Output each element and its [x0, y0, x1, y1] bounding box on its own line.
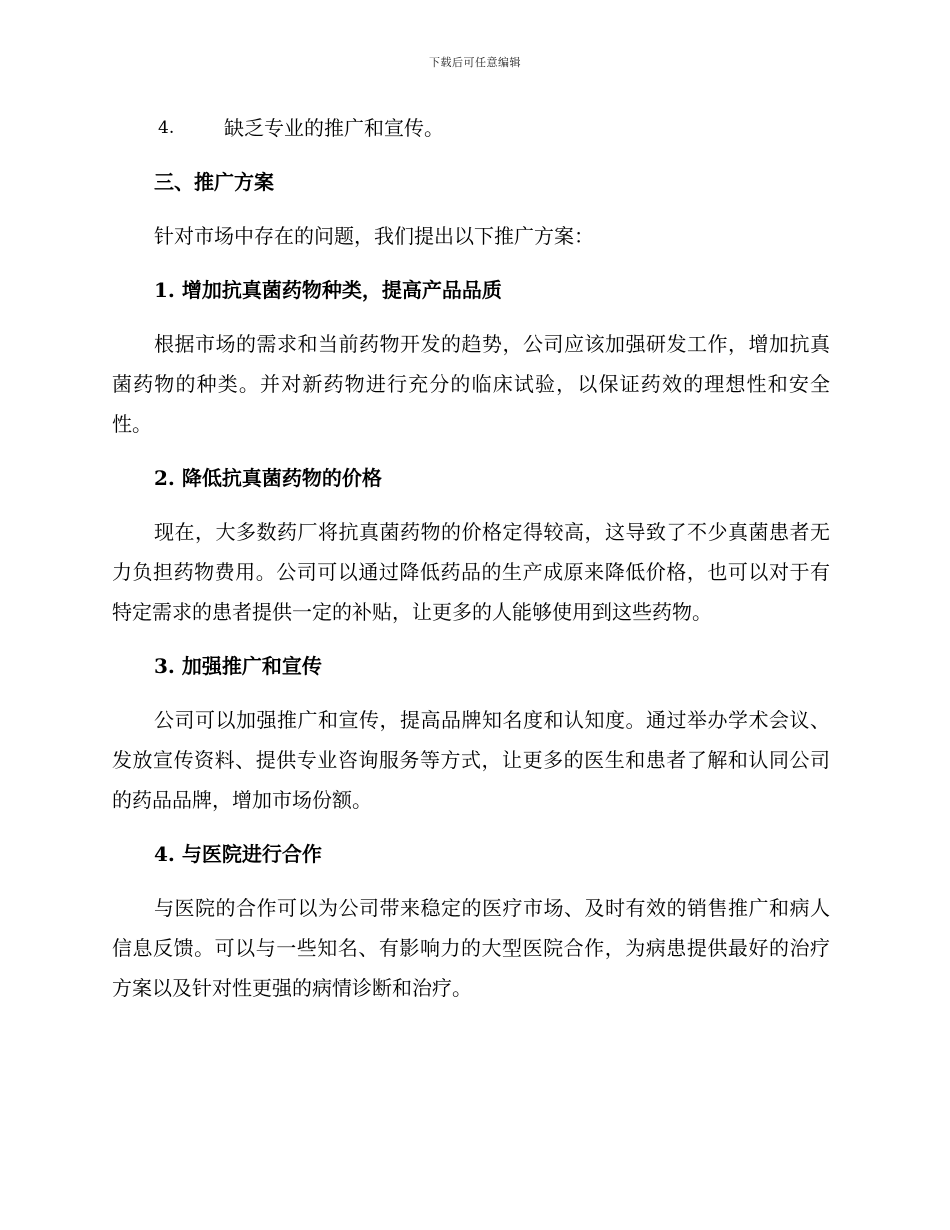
subsection-title-2: 2. 降低抗真菌药物的价格	[154, 466, 382, 490]
subsection-body-2: 现在，大多数药厂将抗真菌药物的价格定得较高，这导致了不少真菌患者无力负担药物费用。公司可以通过降低药品的生产成原来降低价格，也可以对于有特定需求的患者提供一定的补贴，让更多的人能够使用到这些药物。	[112, 520, 830, 624]
subsection-title-4: 4. 与医院进行合作	[154, 842, 322, 866]
list-item-text: 缺乏专业的推广和宣传。	[224, 116, 444, 140]
subsection-body-4: 与医院的合作可以为公司带来稳定的医疗市场、及时有效的销售推广和病人信息反馈。可以与一些知名、有影响力的大型医院合作，为病患提供最好的治疗方案以及针对性更强的病情诊断和治疗。	[112, 896, 830, 1000]
list-item-number: 4.	[158, 118, 175, 138]
subsection-title-1: 1. 增加抗真菌药物种类，提高产品品质	[154, 278, 502, 302]
subsection-body-1: 根据市场的需求和当前药物开发的趋势，公司应该加强研发工作，增加抗真菌药物的种类。并对新药物进行充分的临床试验，以保证药效的理想性和安全性。	[112, 332, 830, 436]
page-header: 下载后可任意编辑	[429, 56, 521, 69]
section-title: 三、推广方案	[154, 170, 274, 194]
list-item	[112, 108, 830, 148]
section-intro: 针对市场中存在的问题，我们提出以下推广方案：	[154, 224, 594, 248]
document-body	[112, 108, 830, 1022]
subsection-title-3: 3. 加强推广和宣传	[154, 654, 322, 678]
subsection-body-3: 公司可以加强推广和宣传，提高品牌知名度和认知度。通过举办学术会议、发放宣传资料、提供专业咨询服务等方式，让更多的医生和患者了解和认同公司的药品品牌，增加市场份额。	[112, 708, 830, 812]
